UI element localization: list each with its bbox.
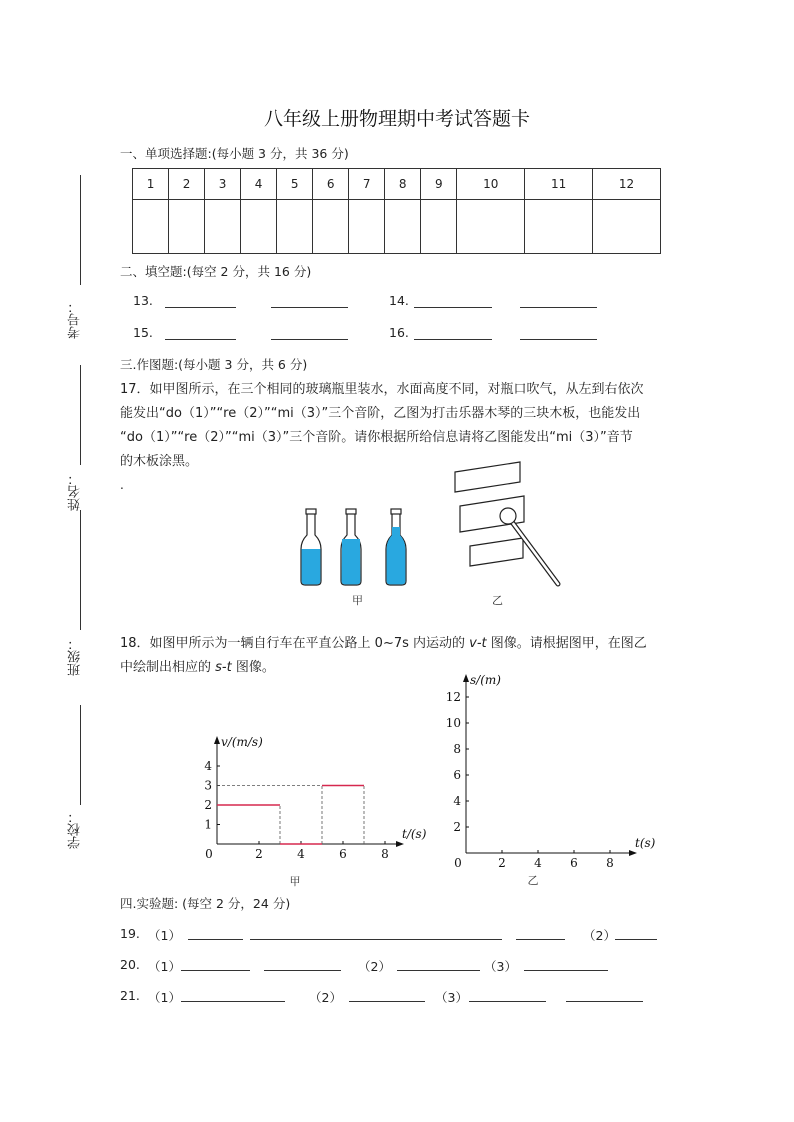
y-tick-label: 2 — [204, 798, 212, 812]
y-tick-label: 10 — [445, 716, 461, 730]
x-axis-label: t/(s) — [402, 827, 427, 841]
y-tick-label: 8 — [453, 742, 461, 756]
side-label-exam-no: 考号： — [68, 300, 83, 339]
grid-number: 5 — [277, 169, 313, 200]
answer-cell[interactable] — [133, 200, 169, 254]
answer-cell[interactable] — [525, 200, 593, 254]
y-tick-label: 6 — [453, 768, 461, 782]
y-axis-label: s/(m) — [470, 673, 501, 687]
x-tick-label: 6 — [339, 847, 347, 861]
page-title: 八年级上册物理期中考试答题卡 — [263, 108, 530, 130]
side-line-examno — [80, 175, 81, 285]
grid-number: 2 — [169, 169, 205, 200]
y-tick-label: 4 — [204, 759, 212, 773]
item-21: 21. — [120, 988, 140, 1003]
item-19: 19. — [120, 926, 140, 941]
mallet-head — [500, 508, 516, 524]
item-20-part3: （3） — [484, 959, 517, 974]
y-tick-label: 1 — [204, 817, 212, 832]
item-14: 14. — [389, 293, 409, 308]
q17-line: 17．如甲图所示，在三个相同的玻璃瓶里装水，水面高度不同，对瓶口吹气，从左到右依次 — [120, 382, 644, 397]
blank-14a[interactable] — [414, 307, 492, 308]
blank-13a[interactable] — [165, 307, 236, 308]
grid-number: 8 — [385, 169, 421, 200]
blank-19-1b[interactable] — [250, 939, 502, 940]
answer-cell[interactable] — [205, 200, 241, 254]
blank-19-1c[interactable] — [516, 939, 565, 940]
q18-text: 18．如图甲所示为一辆自行车在平直公路上 0~7s 内运动的 — [120, 636, 470, 651]
st-chart — [438, 672, 656, 892]
blank-19-1a[interactable] — [188, 939, 243, 940]
grid-number: 6 — [313, 169, 349, 200]
item-15: 15. — [133, 325, 153, 340]
grid-number: 7 — [349, 169, 385, 200]
item-20-part2: （2） — [358, 959, 391, 974]
board-3[interactable] — [470, 538, 523, 566]
answer-cell[interactable] — [593, 200, 661, 254]
x-tick-label: 2 — [255, 847, 263, 861]
blank-16b[interactable] — [520, 339, 597, 340]
answer-cell[interactable] — [277, 200, 313, 254]
grid-number: 3 — [205, 169, 241, 200]
grid-number: 12 — [593, 169, 661, 200]
q18-text: 图像。 — [231, 660, 275, 675]
x-axis-label: t(s) — [635, 836, 656, 850]
answer-cell[interactable] — [457, 200, 525, 254]
section1-heading: 一、单项选择题:(每小题 3 分，共 36 分) — [120, 146, 349, 161]
grid-number: 9 — [421, 169, 457, 200]
side-line-name — [80, 365, 81, 465]
x-tick-label: 8 — [381, 847, 389, 861]
blank-20-1a[interactable] — [181, 970, 250, 971]
grid-number: 10 — [457, 169, 525, 200]
bottles-figure — [295, 505, 415, 590]
q18-st: s-t — [215, 660, 232, 675]
blank-19-2[interactable] — [615, 939, 657, 940]
grid-number: 4 — [241, 169, 277, 200]
grid-number: 1 — [133, 169, 169, 200]
y-tick-label: 3 — [204, 778, 212, 793]
side-label-school: 学校： — [68, 810, 83, 849]
stray-dot: . — [120, 478, 124, 492]
blank-13b[interactable] — [271, 307, 348, 308]
y-tick-label: 4 — [453, 794, 461, 808]
x-tick-label: 0 — [205, 847, 213, 861]
blank-14b[interactable] — [520, 307, 597, 308]
item-19-part2: （2） — [583, 928, 616, 943]
bottle-1 — [301, 509, 321, 585]
blank-21-2[interactable] — [349, 1001, 425, 1002]
item-21-part1: （1） — [148, 990, 181, 1005]
blank-15b[interactable] — [271, 339, 348, 340]
chart-caption: 乙 — [527, 874, 539, 887]
answer-cell[interactable] — [385, 200, 421, 254]
question-17 — [120, 378, 680, 474]
answer-grid — [132, 168, 661, 254]
chart-caption: 甲 — [289, 875, 301, 888]
x-tick-label: 8 — [606, 856, 614, 870]
x-tick-label: 4 — [534, 856, 542, 870]
y-axis-label: v/(m/s) — [221, 735, 263, 749]
bottle-3 — [386, 509, 406, 585]
side-label-name: 姓名： — [68, 472, 83, 511]
q18-vt: v-t — [469, 636, 487, 651]
answer-cell[interactable] — [169, 200, 205, 254]
xylophone-figure — [450, 460, 575, 590]
item-19-part1: （1） — [148, 928, 181, 943]
side-line-school — [80, 705, 81, 805]
section3-heading: 三.作图题:(每小题 3 分，共 6 分) — [120, 357, 308, 372]
q17-line: 的木板涂黑。 — [120, 454, 199, 469]
side-line-class — [80, 510, 81, 630]
answer-cell[interactable] — [313, 200, 349, 254]
answer-cell[interactable] — [349, 200, 385, 254]
x-tick-label: 0 — [454, 856, 462, 870]
section2-heading: 二、填空题:(每空 2 分，共 16 分) — [120, 264, 312, 279]
item-20: 20. — [120, 957, 140, 972]
fig17-caption-jia: 甲 — [352, 594, 363, 607]
q17-line: “do（1）”“re（2）”“mi（3）”三个音阶。请你根据所给信息请将乙图能发出“mi（3）”音节 — [120, 430, 633, 445]
item-16: 16. — [389, 325, 409, 340]
item-21-part2: （2） — [309, 990, 342, 1005]
side-label-class: 班级： — [68, 637, 83, 676]
y-tick-label: 2 — [453, 820, 461, 834]
answer-cell[interactable] — [241, 200, 277, 254]
x-tick-label: 6 — [570, 856, 578, 870]
blank-16a[interactable] — [414, 339, 492, 340]
grid-number: 11 — [525, 169, 593, 200]
vt-chart — [195, 735, 425, 890]
item-13: 13. — [133, 293, 153, 308]
blank-21-3a[interactable] — [469, 1001, 546, 1002]
item-20-part1: （1） — [148, 959, 181, 974]
blank-21-3b[interactable] — [566, 1001, 643, 1002]
bottle-2 — [341, 509, 361, 585]
blank-21-1[interactable] — [181, 1001, 285, 1002]
q18-text: 图像。请根据图甲，在图乙 — [486, 636, 647, 651]
blank-20-1b[interactable] — [264, 970, 341, 971]
section4-heading: 四.实验题: (每空 2 分，24 分) — [120, 896, 291, 911]
x-tick-label: 4 — [297, 847, 305, 861]
board-1[interactable] — [455, 462, 520, 492]
item-21-part3: （3） — [435, 990, 468, 1005]
x-tick-label: 2 — [498, 856, 506, 870]
q17-line: 能发出“do（1）”“re（2）”“mi（3）”三个音阶，乙图为打击乐器木琴的三块木板，也能发出 — [120, 406, 641, 421]
fig17-caption-yi: 乙 — [492, 594, 503, 607]
blank-20-2[interactable] — [397, 970, 480, 971]
blank-20-3[interactable] — [524, 970, 608, 971]
q18-text: 中绘制出相应的 — [120, 660, 216, 675]
answer-cell[interactable] — [421, 200, 457, 254]
blank-15a[interactable] — [165, 339, 236, 340]
y-tick-label: 12 — [445, 690, 461, 704]
